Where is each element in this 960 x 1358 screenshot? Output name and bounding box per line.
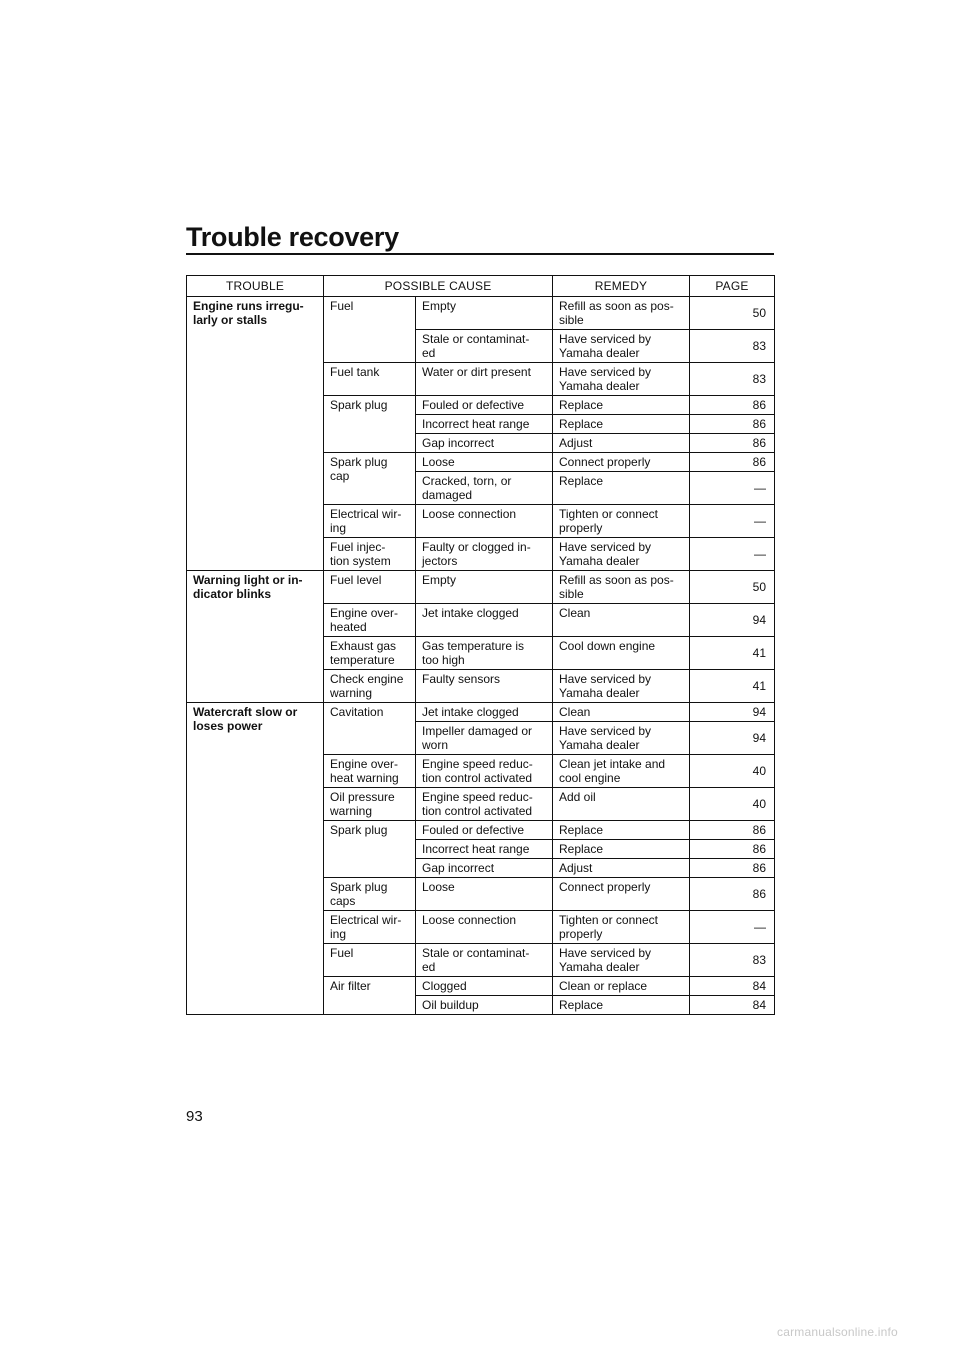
cause-detail-cell: Impeller damaged or worn <box>416 722 553 755</box>
remedy-cell: Adjust <box>553 434 690 453</box>
page-cell: 86 <box>690 415 775 434</box>
remedy-cell: Have serviced by Yamaha dealer <box>553 944 690 977</box>
cause-cell: Fuel <box>324 297 416 363</box>
column-header-trouble: TROUBLE <box>187 276 324 297</box>
page-cell: — <box>690 911 775 944</box>
remedy-cell: Replace <box>553 996 690 1015</box>
remedy-cell: Clean <box>553 703 690 722</box>
remedy-cell: Have serviced by Yamaha dealer <box>553 722 690 755</box>
page-cell: 86 <box>690 396 775 415</box>
page-cell: 40 <box>690 788 775 821</box>
remedy-cell: Clean <box>553 604 690 637</box>
page-cell: — <box>690 472 775 505</box>
cause-detail-cell: Clogged <box>416 977 553 996</box>
cause-cell: Spark plug <box>324 821 416 878</box>
cause-cell: Oil pressure warning <box>324 788 416 821</box>
page-cell: 50 <box>690 297 775 330</box>
cause-cell: Spark plug caps <box>324 878 416 911</box>
page-cell: 86 <box>690 821 775 840</box>
cause-detail-cell: Empty <box>416 571 553 604</box>
page-cell: — <box>690 505 775 538</box>
cause-detail-cell: Jet intake clogged <box>416 703 553 722</box>
page-cell: 94 <box>690 703 775 722</box>
page-cell: 84 <box>690 977 775 996</box>
page-cell: 50 <box>690 571 775 604</box>
cause-cell: Spark plug cap <box>324 453 416 505</box>
cause-cell: Engine over- heat warning <box>324 755 416 788</box>
cause-cell: Check engine warning <box>324 670 416 703</box>
remedy-cell: Replace <box>553 840 690 859</box>
cause-cell: Fuel <box>324 944 416 977</box>
cause-cell: Exhaust gas temperature <box>324 637 416 670</box>
title-divider <box>186 253 774 255</box>
cause-detail-cell: Loose connection <box>416 505 553 538</box>
column-header-possible-cause: POSSIBLE CAUSE <box>324 276 553 297</box>
cause-detail-cell: Stale or contaminat- ed <box>416 330 553 363</box>
cause-detail-cell: Loose <box>416 453 553 472</box>
remedy-cell: Replace <box>553 415 690 434</box>
cause-cell: Fuel injec- tion system <box>324 538 416 571</box>
cause-detail-cell: Oil buildup <box>416 996 553 1015</box>
trouble-cell: Watercraft slow or loses power <box>187 703 324 1015</box>
page-cell: 86 <box>690 878 775 911</box>
remedy-cell: Have serviced by Yamaha dealer <box>553 330 690 363</box>
column-header-page: PAGE <box>690 276 775 297</box>
cause-detail-cell: Gas temperature is too high <box>416 637 553 670</box>
page-cell: — <box>690 538 775 571</box>
page-cell: 86 <box>690 840 775 859</box>
remedy-cell: Add oil <box>553 788 690 821</box>
watermark: carmanualsonline.info <box>777 1325 898 1339</box>
cause-cell: Electrical wir- ing <box>324 911 416 944</box>
remedy-cell: Connect properly <box>553 453 690 472</box>
page-number: 93 <box>186 1108 203 1125</box>
remedy-cell: Replace <box>553 396 690 415</box>
cause-detail-cell: Gap incorrect <box>416 859 553 878</box>
cause-cell: Spark plug <box>324 396 416 453</box>
page-cell: 86 <box>690 859 775 878</box>
cause-detail-cell: Engine speed reduc- tion control activated <box>416 788 553 821</box>
cause-cell: Engine over- heated <box>324 604 416 637</box>
column-header-remedy: REMEDY <box>553 276 690 297</box>
page-cell: 83 <box>690 330 775 363</box>
page-cell: 84 <box>690 996 775 1015</box>
page-title: Trouble recovery <box>186 222 399 252</box>
table-header-row <box>187 276 775 297</box>
cause-cell: Electrical wir- ing <box>324 505 416 538</box>
remedy-cell: Adjust <box>553 859 690 878</box>
cause-detail-cell: Cracked, torn, or damaged <box>416 472 553 505</box>
cause-detail-cell: Water or dirt present <box>416 363 553 396</box>
trouble-cell: Warning light or in- dicator blinks <box>187 571 324 703</box>
cause-detail-cell: Fouled or defective <box>416 396 553 415</box>
trouble-cell: Engine runs irregu- larly or stalls <box>187 297 324 571</box>
table-body <box>187 297 775 1015</box>
table-row <box>187 571 775 604</box>
remedy-cell: Replace <box>553 472 690 505</box>
page-cell: 41 <box>690 637 775 670</box>
cause-detail-cell: Incorrect heat range <box>416 840 553 859</box>
cause-detail-cell: Faulty sensors <box>416 670 553 703</box>
remedy-cell: Replace <box>553 821 690 840</box>
cause-cell: Air filter <box>324 977 416 1015</box>
cause-detail-cell: Incorrect heat range <box>416 415 553 434</box>
page-cell: 94 <box>690 722 775 755</box>
remedy-cell: Have serviced by Yamaha dealer <box>553 538 690 571</box>
remedy-cell: Connect properly <box>553 878 690 911</box>
page-cell: 86 <box>690 434 775 453</box>
remedy-cell: Clean or replace <box>553 977 690 996</box>
table-row <box>187 703 775 722</box>
page-cell: 94 <box>690 604 775 637</box>
page-cell: 83 <box>690 944 775 977</box>
cause-detail-cell: Jet intake clogged <box>416 604 553 637</box>
remedy-cell: Clean jet intake and cool engine <box>553 755 690 788</box>
cause-cell: Cavitation <box>324 703 416 755</box>
page-cell: 41 <box>690 670 775 703</box>
remedy-cell: Tighten or connect properly <box>553 911 690 944</box>
page-cell: 83 <box>690 363 775 396</box>
cause-detail-cell: Gap incorrect <box>416 434 553 453</box>
remedy-cell: Refill as soon as pos- sible <box>553 297 690 330</box>
cause-cell: Fuel tank <box>324 363 416 396</box>
cause-detail-cell: Stale or contaminat- ed <box>416 944 553 977</box>
cause-detail-cell: Loose <box>416 878 553 911</box>
cause-detail-cell: Loose connection <box>416 911 553 944</box>
remedy-cell: Have serviced by Yamaha dealer <box>553 670 690 703</box>
page-cell: 40 <box>690 755 775 788</box>
remedy-cell: Tighten or connect properly <box>553 505 690 538</box>
cause-cell: Fuel level <box>324 571 416 604</box>
cause-detail-cell: Faulty or clogged in- jectors <box>416 538 553 571</box>
page-cell: 86 <box>690 453 775 472</box>
cause-detail-cell: Engine speed reduc- tion control activated <box>416 755 553 788</box>
table-row <box>187 297 775 330</box>
remedy-cell: Cool down engine <box>553 637 690 670</box>
remedy-cell: Refill as soon as pos- sible <box>553 571 690 604</box>
remedy-cell: Have serviced by Yamaha dealer <box>553 363 690 396</box>
cause-detail-cell: Fouled or defective <box>416 821 553 840</box>
cause-detail-cell: Empty <box>416 297 553 330</box>
trouble-recovery-table <box>186 275 775 1015</box>
